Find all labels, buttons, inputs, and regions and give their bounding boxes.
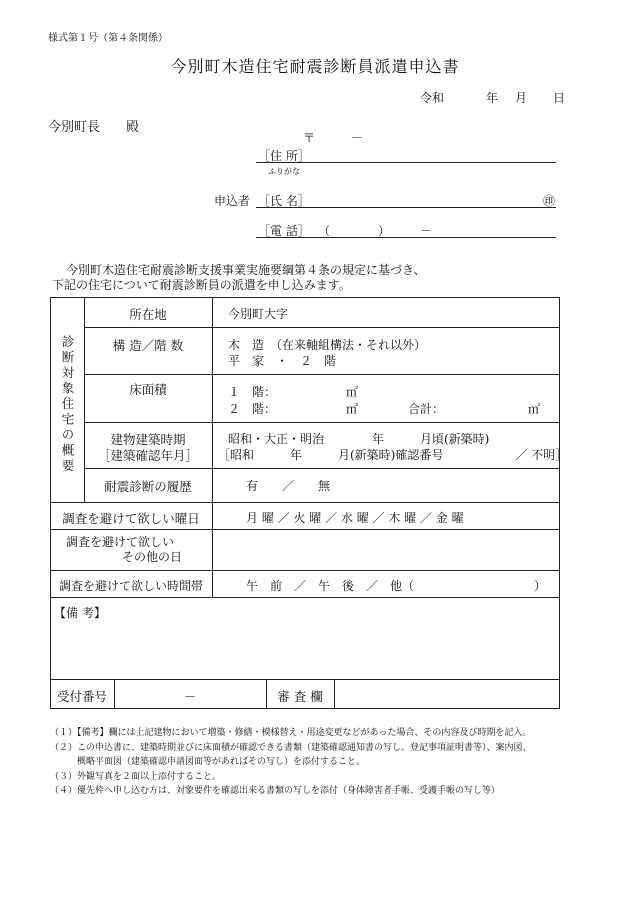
date-month: 月 [515, 91, 528, 105]
remarks-label: 【備 考】 [54, 606, 106, 620]
total-area-unit: ㎡ [528, 402, 541, 416]
avoid-days-label: 調査を避けて欲しい曜日 [62, 511, 200, 526]
date-year: 年 [486, 91, 499, 105]
address-field[interactable] [256, 162, 556, 163]
avoid-days-options[interactable]: 月 曜 ／ 火 曜 ／ 水 曜 ／ 木 曜 ／ 金 曜 [246, 511, 464, 525]
intro-line-1: 今別町木造住宅耐震診断支援事業実施要綱第４条の規定に基づき、 [66, 263, 426, 277]
avoid-other-label-2: その他の日 [122, 550, 183, 564]
phone-label: ［電 話］ [258, 224, 310, 238]
intro-line-2: 下記の住宅について耐震診断員の派遣を申し込みます。 [52, 278, 351, 292]
date-day: 日 [553, 91, 566, 105]
structure-label: 構 造／階 数 [112, 338, 184, 353]
note-2: （２）この申込書に、建築時期並びに床面積が確認できる書類（建築確認通知書の写し、登記事項証明書等）、案内図、 [50, 742, 532, 753]
furigana-label: ふりがな [268, 167, 300, 176]
reception-number-label: 受付番号 [56, 689, 107, 704]
date-era: 令和 [420, 91, 445, 105]
note-1: （１）【備考】欄には上記建物において増築・修繕・模様替え・用途変更などがあった場合、その内容及び時期を記入。 [50, 728, 532, 738]
avoid-other-label-1: 調査を避けて欲しい [66, 535, 175, 549]
reception-number-value: － [183, 689, 197, 704]
note-2-cont: 概略平面図（建築確認申請図面等があればその写し）を添付すること。 [50, 757, 366, 767]
seal-icon: ㊞ [543, 194, 556, 208]
structure-options[interactable]: 木 造 （在来軸組構法・それ以外） [228, 338, 427, 352]
avoid-time-label: 調査を避けて欲しい時間帯 [58, 579, 203, 593]
floor-area-label: 床面積 [129, 382, 167, 397]
postal-code-field[interactable]: 〒 － [303, 131, 364, 145]
phone-field[interactable]: （ ） － [318, 224, 433, 238]
form-number: 様式第１号（第４条関係） [48, 33, 168, 44]
build-era-field[interactable]: 昭和・大正・明治 年 月頃(新築時) [228, 432, 490, 446]
name-field[interactable] [256, 207, 556, 208]
applicant-label: 申込者 [214, 194, 251, 208]
floor-1-label: １ 階： [228, 385, 277, 399]
address-label: ［住 所］ [258, 149, 310, 163]
build-confirm-field[interactable]: ［昭和 年 月(新築時)確認番号 ／ 不明］ [218, 448, 568, 462]
total-area-label: 合計： [408, 402, 445, 416]
note-4: （４）優先枠へ申し込む方は、対象要件を確認出来る書類の写しを添付（身体障害者手帳、受護手帳の写し等） [50, 786, 501, 796]
name-label: ［氏 名］ [258, 194, 310, 208]
review-label: 審 査 欄 [277, 689, 323, 704]
note-3: （３）外観写真を２面以上添付すること。 [50, 771, 222, 782]
floor-2-label: ２ 階： [228, 402, 277, 416]
location-label: 所在地 [129, 307, 167, 322]
build-confirm-label: ［建築確認年月］ [97, 448, 198, 463]
phone-underline [256, 237, 556, 238]
remarks-field[interactable] [52, 620, 558, 678]
history-label: 耐震診断の履歴 [104, 479, 192, 494]
floor-2-unit: ㎡ [346, 402, 359, 416]
history-options[interactable]: 有 ／ 無 [246, 479, 331, 493]
location-field[interactable]: 今別町大字 [228, 307, 289, 321]
floors-options[interactable]: 平 家 ・ ２ 階 [228, 354, 337, 368]
build-time-label: 建物建築時期 [110, 432, 186, 447]
avoid-other-field[interactable] [214, 531, 558, 568]
notes-list [50, 726, 532, 799]
page-title: 今別町木造住宅耐震診断員派遣申込書 [170, 57, 460, 76]
floor-1-unit: ㎡ [346, 385, 359, 399]
addressee: 今別町長 殿 [48, 120, 140, 135]
side-label: 診断対象住宅の概要 [60, 335, 75, 475]
avoid-time-options[interactable]: 午 前 ／ 午 後 ／ 他（ ） [246, 579, 547, 593]
